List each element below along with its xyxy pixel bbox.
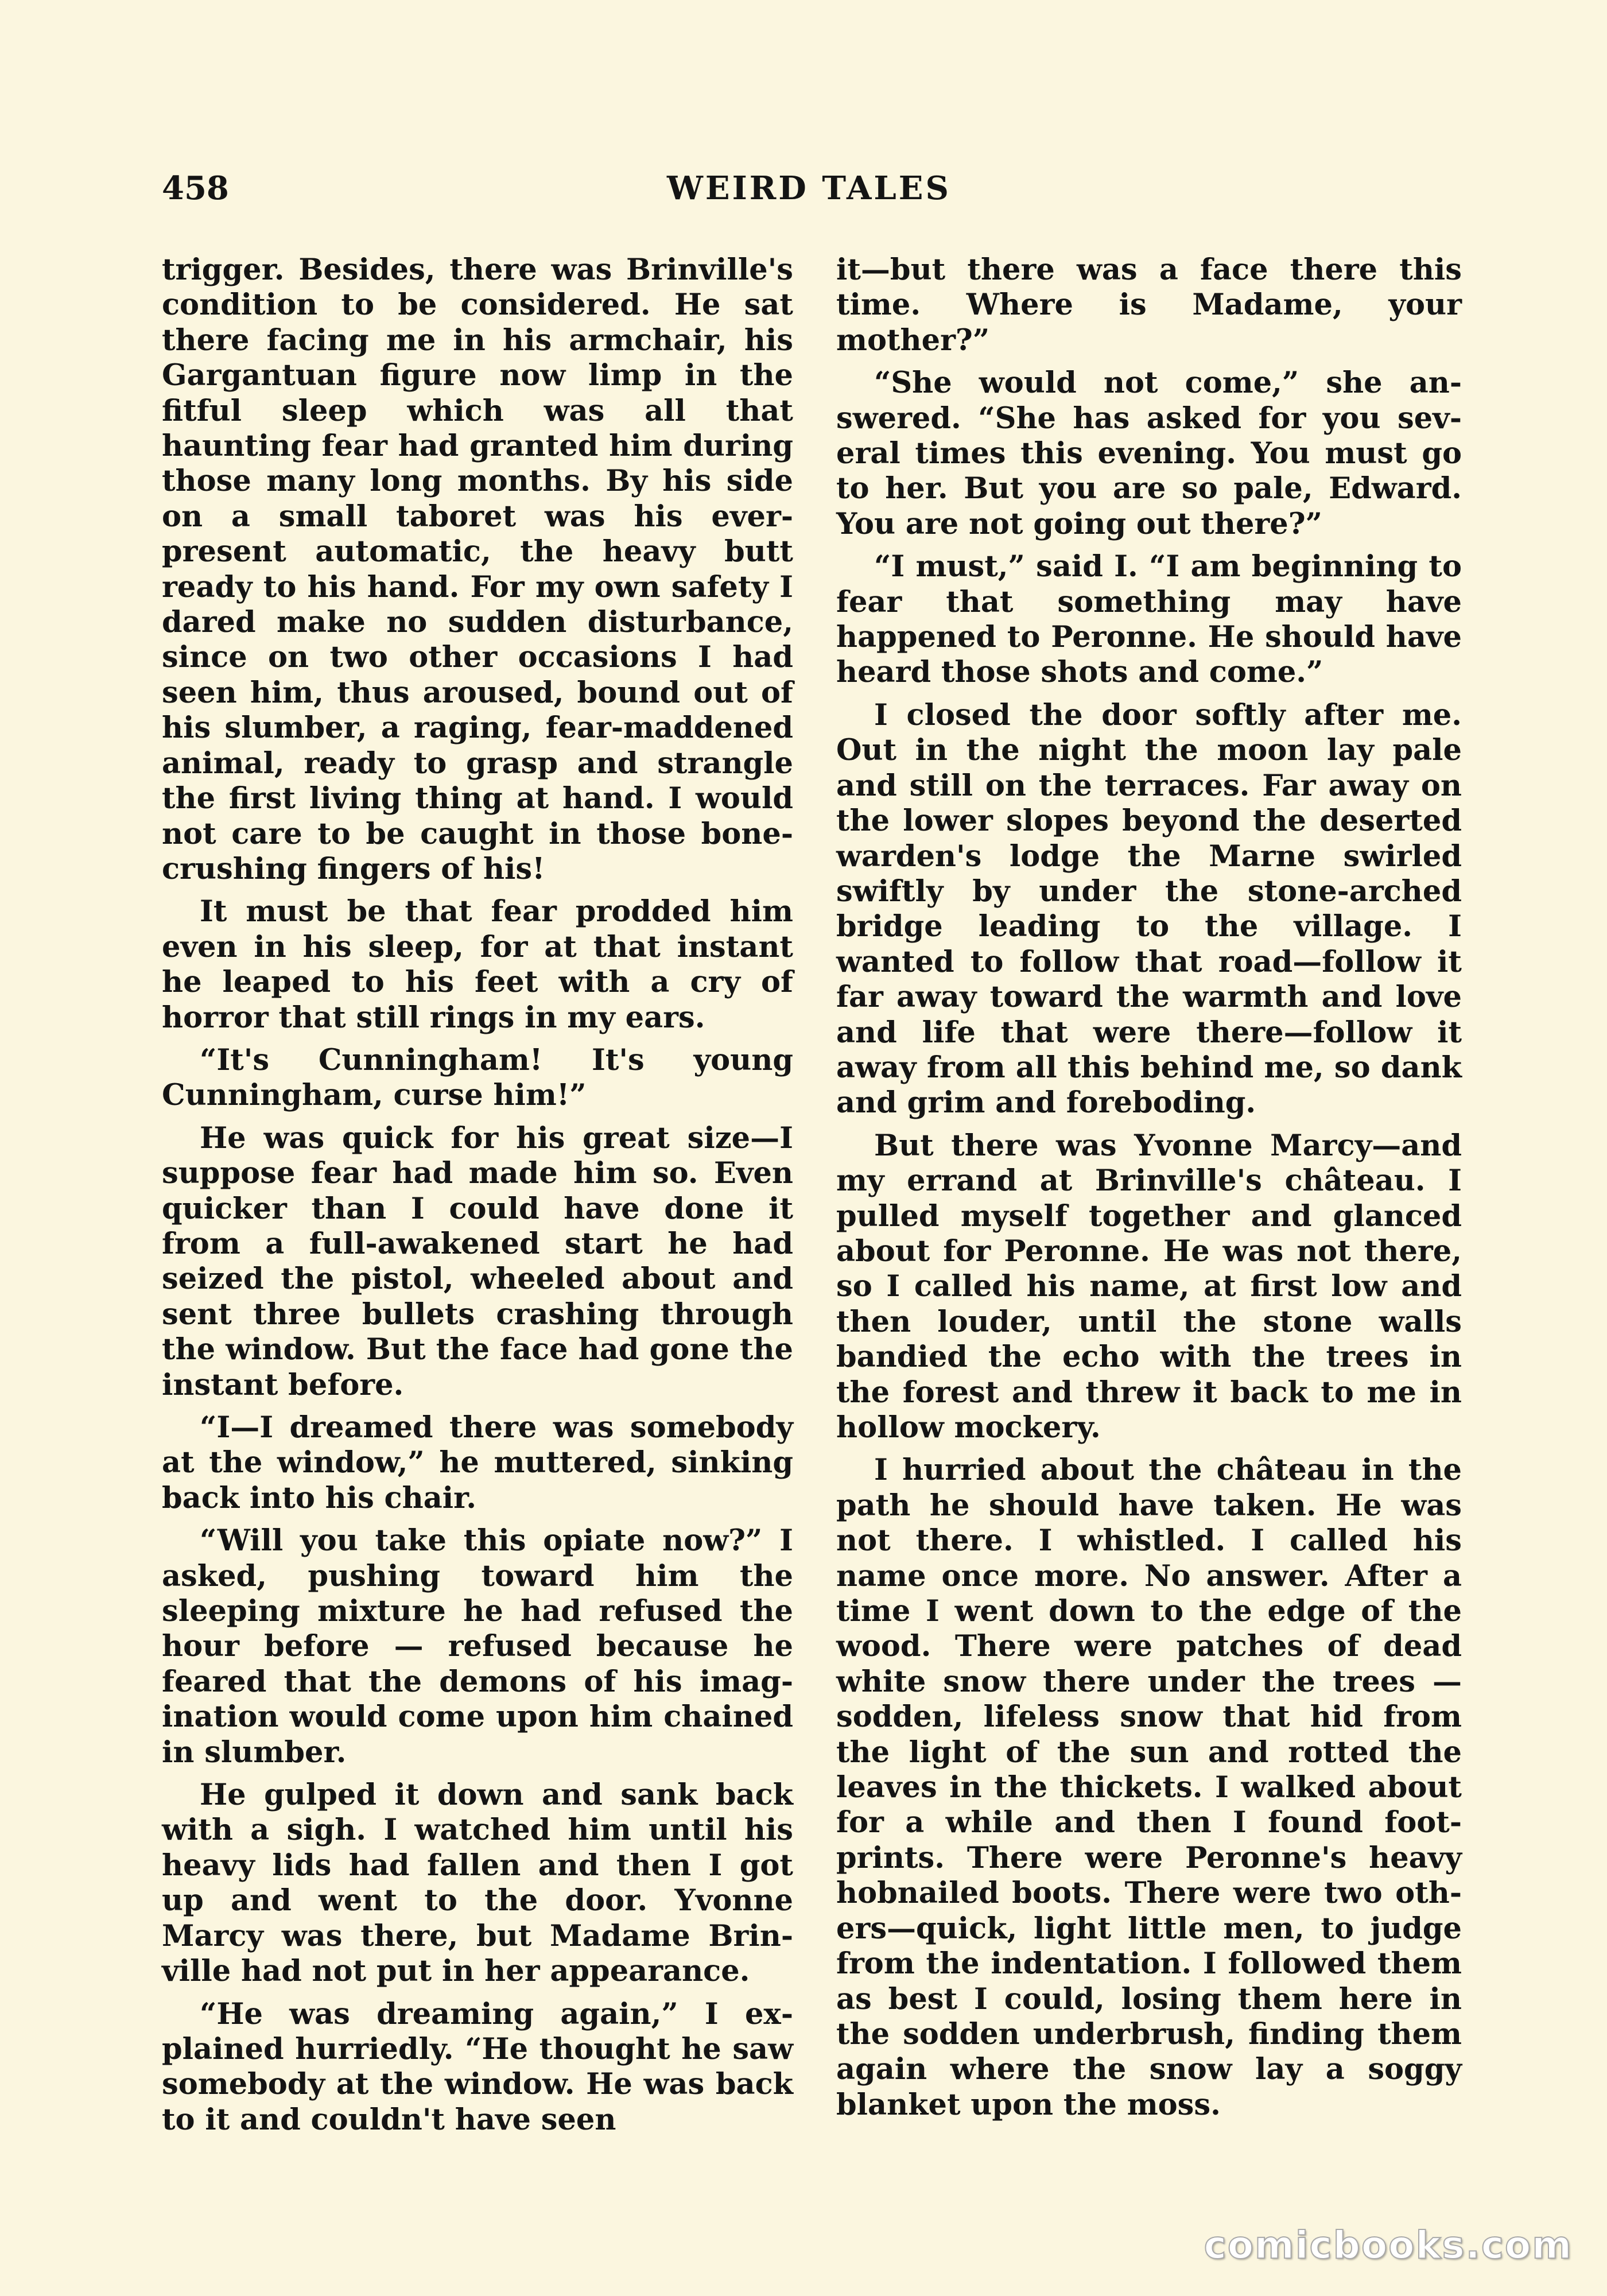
- page-header: [162, 169, 1462, 215]
- paragraph: I closed the door softly after me. Out in the night the moon lay pale and still on the terraces. Far away on the lower slopes beyond the deserted warden's lodge the Marne swirled swiftly by under the stone-arched bridge leading to the village. I wanted to follow that road—follow it far away toward the warmth and love and life that were there—follow it away from all this behind me, so dank and grim and foreboding.: [836, 697, 1462, 1120]
- running-title: WEIRD TALES: [667, 169, 951, 207]
- left-column: [162, 253, 793, 2145]
- paragraph: “I—I dreamed there was somebody at the window,” he muttered, sinking back into his chair.: [162, 1410, 793, 1515]
- page-number: 458: [162, 169, 229, 207]
- paragraph: It must be that fear prodded him even in his sleep, for at that instant he leaped to his feet with a cry of horror that still rings in my ears.: [162, 894, 793, 1035]
- paragraph: “She would not come,” she answered. “She has asked for you several times this evening. You must go to her. But you are so pale, Edward. You are not going out there?”: [836, 366, 1462, 541]
- paragraph: He was quick for his great size—I suppose fear had made him so. Even quicker than I could have done it from a full-awakened start he had seized the pistol, wheeled about and sent three bullets crashing through the window. But the face had gone the instant before.: [162, 1120, 793, 1402]
- right-column: [836, 253, 1462, 2130]
- paragraph: it—but there was a face there this time. Where is Madame, your mother?”: [836, 253, 1462, 358]
- paragraph: “Will you take this opiate now?” I asked, pushing toward him the sleeping mixture he had refused the hour before — refused because he feared that the demons of his imagination would come upon him chained in slumber.: [162, 1523, 793, 1770]
- paragraph: I hurried about the château in the path he should have taken. He was not there. I whistled. I called his name once more. No answer. After a time I went down to the edge of the wood. There were patches of dead white snow there under the trees —sodden, lifeless snow that hid from the light of the sun and rotted the leaves in the thickets. I walked about for a while and then I found footprints. There were Peronne's heavy hobnailed boots. There were two others—quick, light little men, to judge from the indentation. I followed them as best I could, losing them here in the sodden underbrush, finding them again where the snow lay a soggy blanket upon the moss.: [836, 1453, 1462, 2122]
- paragraph: “It's Cunningham! It's young Cunningham, curse him!”: [162, 1042, 793, 1113]
- paragraph: “I must,” said I. “I am beginning to fear that something may have happened to Peronne. He should have heard those shots and come.”: [836, 549, 1462, 690]
- watermark: comicbooks.com: [1204, 2223, 1573, 2267]
- paragraph: But there was Yvonne Marcy—and my errand at Brinville's château. I pulled myself together and glanced about for Peronne. He was not there, so I called his name, at first low and then louder, until the stone walls bandied the echo with the trees in the forest and threw it back to me in hollow mockery.: [836, 1128, 1462, 1445]
- paragraph: trigger. Besides, there was Brinville's condition to be considered. He sat there facing me in his armchair, his Gargantuan figure now limp in the fitful sleep which was all that haunting fear had granted him during those many long months. By his side on a small taboret was his everpresent automatic, the heavy butt ready to his hand. For my own safety I dared make no sudden disturbance, since on two other occasions I had seen him, thus aroused, bound out of his slumber, a raging, fear-maddened animal, ready to grasp and strangle the first living thing at hand. I would not care to be caught in those bone-crushing fingers of his!: [162, 253, 793, 886]
- paragraph: He gulped it down and sank back with a sigh. I watched him until his heavy lids had fallen and then I got up and went to the door. Yvonne Marcy was there, but Madame Brinville had not put in her appearance.: [162, 1778, 793, 1989]
- paragraph: “He was dreaming again,” I explained hurriedly. “He thought he saw somebody at the window. He was back to it and couldn't have seen: [162, 1996, 793, 2137]
